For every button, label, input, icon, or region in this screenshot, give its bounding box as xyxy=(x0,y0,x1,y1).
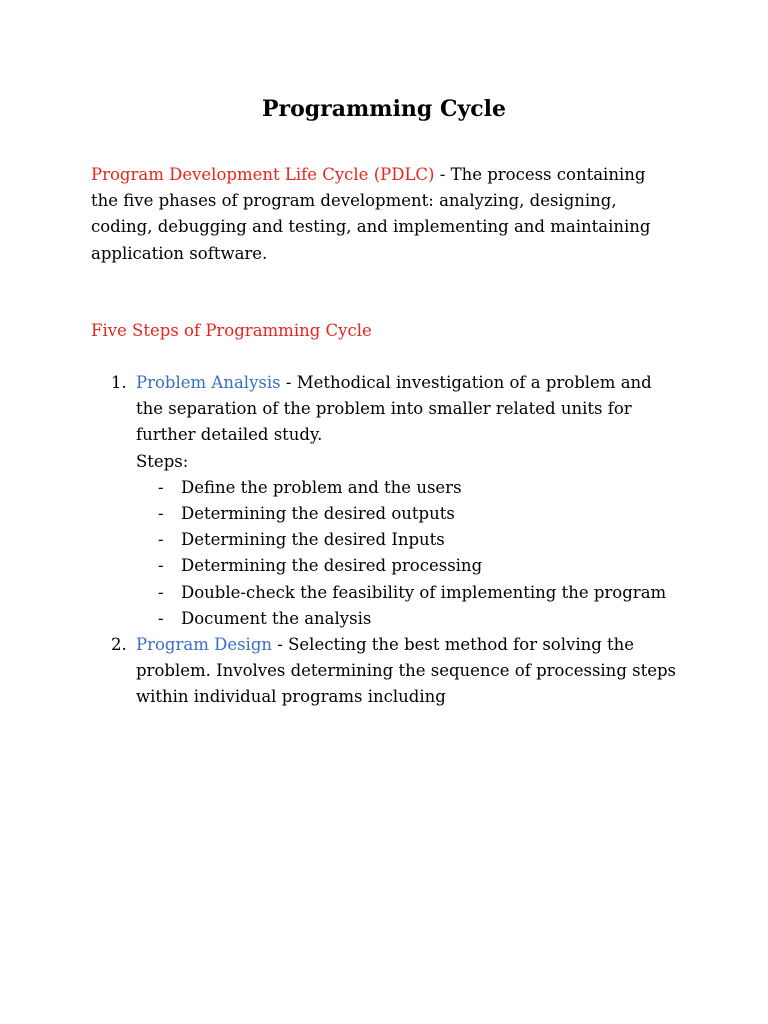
step-name: Problem Analysis xyxy=(136,373,281,392)
step-separator: - xyxy=(280,373,297,392)
pdlc-definition: The process containing the five phases of program development: analyzing, designing, coding, debugging and testing, and implementing and maintaining application software. xyxy=(91,165,651,263)
substep-item xyxy=(136,475,681,501)
page-title: Programming Cycle xyxy=(261,96,507,122)
step-item-problem-analysis xyxy=(91,370,681,632)
step-number: 2. xyxy=(111,635,127,655)
steps-list xyxy=(91,370,681,711)
dash-bullet: - xyxy=(158,556,164,576)
dash-bullet: - xyxy=(158,530,164,550)
substep-item xyxy=(136,527,681,553)
substep-text: Determining the desired processing xyxy=(181,556,483,576)
step-item-program-design xyxy=(91,632,681,711)
substep-item xyxy=(136,580,681,606)
dash-bullet: - xyxy=(158,504,164,524)
step-description: Methodical investigation of a problem and the separation of the problem into smaller related units for further detailed study. xyxy=(136,373,652,445)
substep-text: Determining the desired outputs xyxy=(181,504,455,524)
step-number: 1. xyxy=(111,373,127,392)
substep-text: Define the problem and the users xyxy=(181,477,462,497)
substep-list xyxy=(136,475,681,632)
substep-item xyxy=(136,606,681,632)
dash-bullet: - xyxy=(158,582,164,602)
dash-bullet: - xyxy=(158,477,164,497)
step-separator: - xyxy=(272,635,289,655)
intro-separator: - xyxy=(434,165,451,184)
step-name: Program Design xyxy=(136,635,273,655)
section-heading: Five Steps of Programming Cycle xyxy=(91,321,372,340)
substep-text: Double-check the feasibility of implementing the program xyxy=(181,582,667,602)
substep-text: Document the analysis xyxy=(181,608,372,628)
substep-item xyxy=(136,553,681,579)
dash-bullet: - xyxy=(158,608,164,628)
steps-label: Steps: xyxy=(136,451,189,471)
substep-text: Determining the desired Inputs xyxy=(181,530,445,550)
pdlc-term: Program Development Life Cycle (PDLC) xyxy=(91,165,435,184)
substep-item xyxy=(136,501,681,527)
intro-paragraph xyxy=(91,162,671,267)
step-description: Selecting the best method for solving the problem. Involves determining the sequence of processing steps within individual programs including xyxy=(136,635,677,707)
